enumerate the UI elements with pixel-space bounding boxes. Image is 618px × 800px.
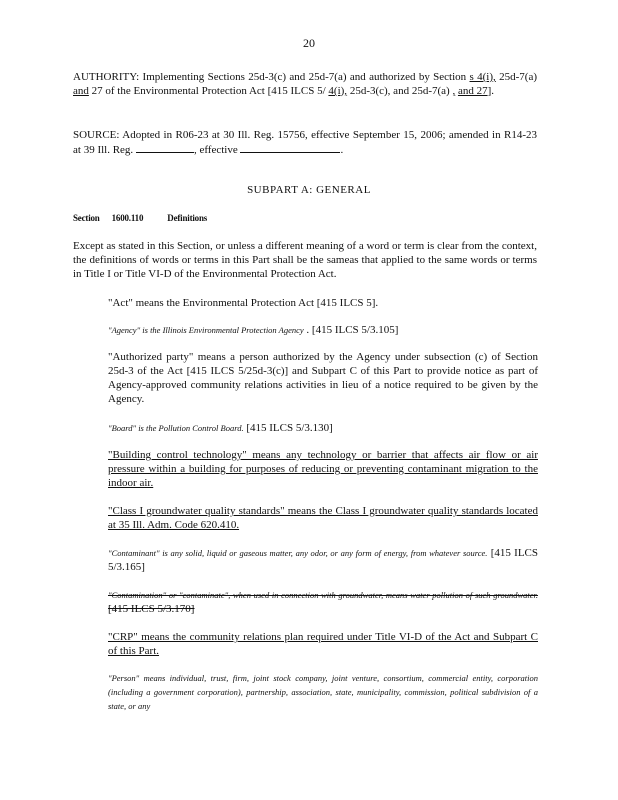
page-number: 20 bbox=[303, 36, 315, 50]
definition-contaminant: "Contaminant" is any solid, liquid or gaseous matter, any odor, or any form of energy, from whatever source. [415 ILCS 5/3.165] bbox=[108, 547, 539, 573]
definition-contamination-deleted: "Contamination" or "contaminate", when used in connection with groundwater, means water pollution of such groundwater. [415 ILCS 5/3.170] bbox=[108, 590, 538, 615]
definition-agency: "Agency" is the Illinois Environmental Protection Agency . [415 ILCS 5/3.105] bbox=[108, 324, 399, 336]
inserted-text: 4(i), bbox=[328, 85, 348, 97]
blank-line bbox=[136, 142, 194, 153]
subpart-heading: SUBPART A: GENERAL bbox=[247, 184, 371, 196]
definition-person: "Person" means individual, trust, firm, joint stock company, joint venture, consortium, commercial entity, corporation (including a government corporation), partnership, association, state, municipality, commission, political subdivision of a state, or any bbox=[108, 673, 538, 711]
definition-class-i-groundwater: "Class I groundwater quality standards" means the Class I groundwater quality standards located at 35 Ill. Adm. Code 620.410. bbox=[108, 505, 538, 531]
inserted-text: and bbox=[73, 85, 89, 97]
definition-authorized-party: "Authorized party" means a person authorized by the Agency under subsection (c) of Section 25d-3 of the Act [415 ILCS 5/25d-3(c)] and Subpart C of this Part to provide notice as part of Agency-approved community relations activities in lieu of a notice required to be given by the Agency. bbox=[108, 351, 538, 405]
intro-paragraph: Except as stated in this Section, or unless a different meaning of a word or term is clear from the context, the definitions of words or terms in this Part shall be the sameas that applied to the same words or terms in Title I or Title VI-D of the Environmental Protection Act. bbox=[73, 240, 537, 280]
definition-board: "Board" is the Pollution Control Board. [415 ILCS 5/3.130] bbox=[108, 422, 333, 434]
authority-note: AUTHORITY: Implementing Sections 25d-3(c) and 25d-7(a) and authorized by Section s 4(i), 25d-7(a) and 27 of the Environmental Protection Act [415 ILCS 5/ 4(i), 25d-3(c), and 25d-7(a) , and 27]. bbox=[73, 71, 537, 97]
definition-building-control-technology: "Building control technology" means any technology or barrier that affects air flow or air pressure within a building for purposes of reducing or preventing contaminant migration to the indoor air. bbox=[108, 449, 538, 489]
definition-crp: "CRP" means the community relations plan required under Title VI-D of the Act and Subpart C of this Part. bbox=[108, 631, 538, 657]
definition-act: "Act" means the Environmental Protection Act [415 ILCS 5]. bbox=[108, 297, 379, 309]
inserted-text: , bbox=[452, 85, 456, 97]
source-note: SOURCE: Adopted in R06-23 at 30 Ill. Reg. 15756, effective September 15, 2006; amended in R14-23 at 39 Ill. Reg. , effective . bbox=[73, 129, 537, 156]
section-heading: Section 1600.110 Definitions bbox=[73, 213, 208, 223]
blank-line bbox=[240, 142, 340, 153]
inserted-text: and 27 bbox=[457, 85, 488, 97]
inserted-text: s 4(i), bbox=[469, 71, 496, 83]
